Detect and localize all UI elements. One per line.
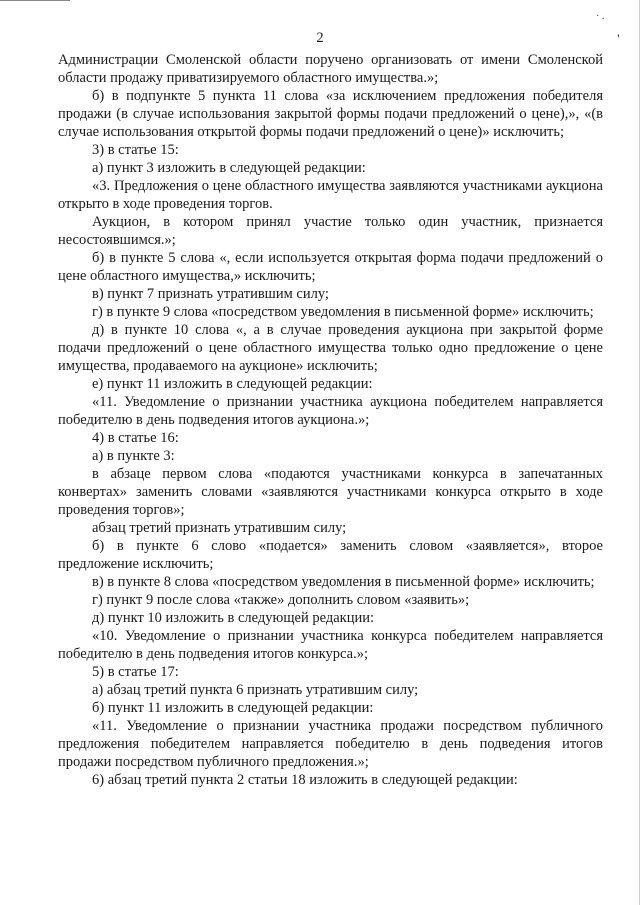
paragraph: «10. Уведомление о признании участника конкурса победителем направляется победителю в день подведения итогов конкурса.»; (58, 628, 603, 662)
paragraph: абзац третий признать утратившим силу; (92, 520, 347, 536)
paragraph: а) абзац третий пункта 6 признать утратившим силу; (92, 682, 419, 698)
paragraph: г) пункт 9 после слова «также» дополнить словом «заявить»; (92, 592, 470, 608)
paragraph: 3) в статье 15: (92, 142, 179, 158)
paragraph: Аукцион, в котором принял участие только один участник, признается несостоявшимся.»; (58, 214, 603, 248)
paragraph: г) в пункте 9 слова «посредством уведомления в письменной форме» исключить; (92, 304, 594, 320)
paragraph: е) пункт 11 изложить в следующей редакции: (92, 376, 373, 392)
paragraph: д) в пункте 10 слова «, а в случае проведения аукциона при закрытой форме подачи предложений о цене областного имущества только одно предложение о цене имущества, продаваемого на аукционе» исключить; (58, 322, 603, 374)
page-number: 2 (316, 30, 324, 46)
paragraph: 5) в статье 17: (92, 664, 179, 680)
scan-mark: · . (596, 11, 605, 22)
paragraph: б) в пункте 5 слова «, если используется открытая форма подачи предложений о цене областного имущества,» исключить; (58, 250, 603, 284)
document-body (58, 51, 603, 789)
paragraph: 6) абзац третий пункта 2 статьи 18 изложить в следующей редакции: (92, 772, 518, 788)
paragraph: «3. Предложения о цене областного имущества заявляются участниками аукциона открыто в ходе проведения торгов. (58, 178, 603, 212)
paragraph: б) в подпункте 5 пункта 11 слова «за исключением предложения победителя продажи (в случае использования закрытой формы подачи предложений о цене),», «(в случае использования открытой формы подачи предложений о цене)» исключить; (58, 88, 603, 140)
paragraph: «11. Уведомление о признании участника аукциона победителем направляется победителю в день подведения итогов аукциона.»; (58, 394, 603, 428)
paragraph: в) в пункте 8 слова «посредством уведомления в письменной форме» исключить; (92, 574, 595, 590)
paragraph: д) пункт 10 изложить в следующей редакции: (92, 610, 374, 626)
paragraph: «11. Уведомление о признании участника продажи посредством публичного предложения победителем направляется победителю в день подведения итогов продажи посредством публичного предложения.»; (58, 718, 603, 770)
handwritten-mark: ' (616, 30, 622, 47)
paragraph: в) пункт 7 признать утратившим силу; (92, 286, 329, 302)
paragraph: б) пункт 11 изложить в следующей редакции: (92, 700, 374, 716)
paragraph: б) в пункте 6 слово «подается» заменить словом «заявляется», второе предложение исключить; (58, 538, 603, 572)
paragraph: в абзаце первом слова «подаются участниками конкурса в запечатанных конвертах» заменить словами «заявляются участниками конкурса открыто в ходе проведения торгов»; (58, 466, 603, 518)
paragraph: Администрации Смоленской области поручено организовать от имени Смоленской области продажу приватизируемого областного имущества.»; (58, 52, 603, 86)
scan-edge-top (0, 0, 70, 1)
paragraph: а) в пункте 3: (92, 448, 175, 464)
paragraph: 4) в статье 16: (92, 430, 179, 446)
paragraph: а) пункт 3 изложить в следующей редакции: (92, 160, 366, 176)
